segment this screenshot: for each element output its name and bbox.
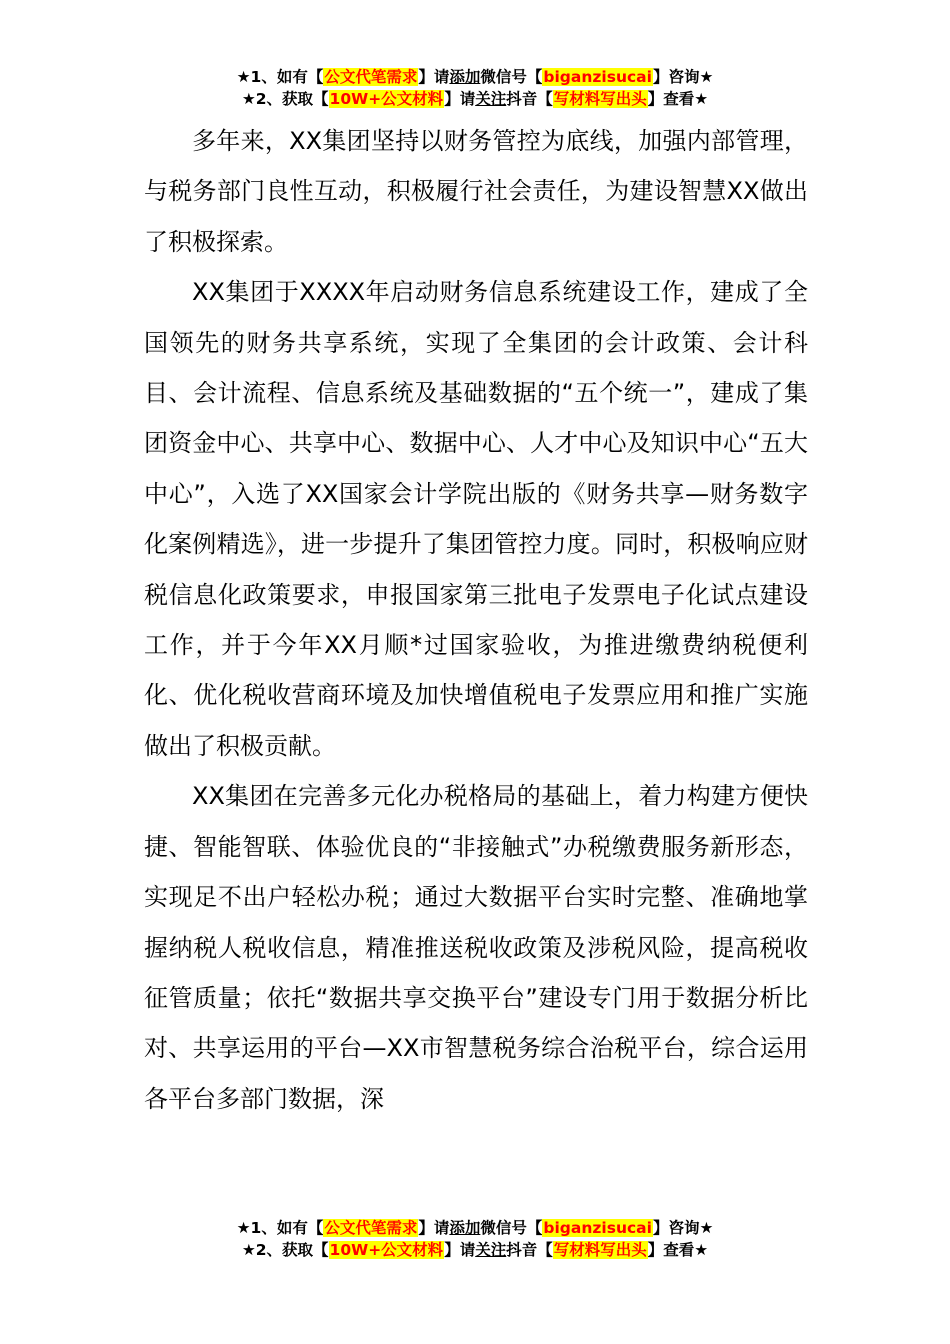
- notice-highlight: 10W+公文材料: [329, 90, 444, 108]
- notice-line-2: ★2、获取【10W+公文材料】请关注抖音【写材料写出头】查看★: [241, 90, 709, 108]
- notice-highlight: biganzisucai: [543, 68, 652, 86]
- notice-line-1: ★1、如有【公文代笔需求】请添加微信号【biganzisucai】咨询★: [236, 1219, 714, 1237]
- notice-line-2: ★2、获取【10W+公文材料】请关注抖音【写材料写出头】查看★: [241, 1241, 709, 1259]
- paragraph-1: 多年来，XX集团坚持以财务管控为底线，加强内部管理，与税务部门良性互动，积极履行社会责任，为建设智慧XX做出了积极探索。: [144, 127, 808, 256]
- paragraph-3: XX集团在完善多元化办税格局的基础上，着力构建方便快捷、智能智联、体验优良的“非接触式”办税缴费服务新形态，实现足不出户轻松办税；通过大数据平台实时完整、准确地掌握纳税人税收信息，精准推送税收政策及涉税风险，提高税收征管质量；依托“数据共享交换平台”建设专门用于数据分析比对、共享运用的平台—XX市智慧税务综合治税平台，综合运用各平台多部门数据，深: [144, 782, 808, 1113]
- footer-notice: [0, 1217, 950, 1261]
- notice-highlight: biganzisucai: [543, 1219, 652, 1237]
- notice-highlight: 写材料写出头: [553, 90, 647, 108]
- paragraph-2: XX集团于XXXX年启动财务信息系统建设工作，建成了全国领先的财务共享系统，实现了全集团的会计政策、会计科目、会计流程、信息系统及基础数据的“五个统一”，建成了集团资金中心、共享中心、数据中心、人才中心及知识中心“五大中心”，入选了XX国家会计学院出版的《财务共享—财务数字化案例精选》，进一步提升了集团管控力度。同时，积极响应财税信息化政策要求，申报国家第三批电子发票电子化试点建设工作，并于今年XX月顺*过国家验收，为推进缴费纳税便利化、优化税收营商环境及加快增值税电子发票应用和推广实施做出了积极贡献。: [144, 278, 808, 760]
- notice-highlight: 10W+公文材料: [329, 1241, 444, 1259]
- notice-line-1: ★1、如有【公文代笔需求】请添加微信号【biganzisucai】咨询★: [236, 68, 714, 86]
- document-body: [144, 116, 808, 1124]
- notice-highlight: 公文代笔需求: [324, 68, 418, 86]
- notice-highlight: 写材料写出头: [553, 1241, 647, 1259]
- header-notice: [0, 66, 950, 110]
- notice-highlight: 公文代笔需求: [324, 1219, 418, 1237]
